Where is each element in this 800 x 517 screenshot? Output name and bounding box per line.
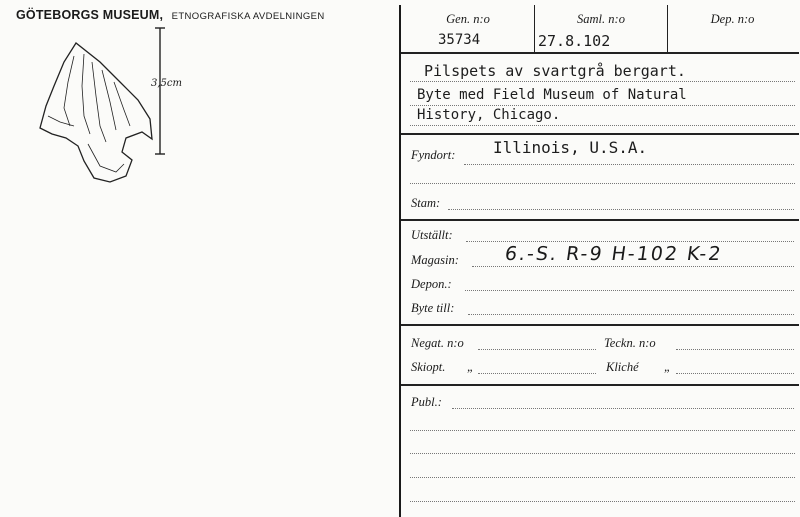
saml-value: 27.8.102 (538, 32, 611, 50)
magasin-value: 6.-S. R-9 H-102 K-2 (503, 243, 724, 265)
cell-separator (534, 5, 535, 53)
card-divider (399, 5, 401, 517)
depon-label: Depon.: (411, 277, 452, 291)
dotted-line (466, 241, 794, 242)
utstallt-label: Utställt: (411, 228, 453, 242)
dotted-line (676, 373, 794, 374)
skiopt-ditto: „ (467, 360, 474, 374)
kliche-label: Kliché (606, 360, 639, 374)
dotted-line (478, 373, 596, 374)
dep-label: Dep. n:o (710, 12, 755, 26)
arrowhead-drawing (30, 26, 200, 186)
dotted-line (410, 453, 795, 454)
saml-label: Saml. n:o (577, 12, 625, 26)
department-name: ETNOGRAFISKA AVDELNINGEN (171, 11, 325, 22)
magasin-label: Magasin: (411, 253, 459, 267)
dotted-line (472, 266, 794, 267)
arrowhead-sketch (40, 43, 152, 182)
description-line-3: History, Chicago. (417, 107, 561, 123)
fyndort-label: Fyndort: (411, 148, 456, 162)
section-line (401, 384, 799, 386)
section-line (401, 324, 799, 326)
dotted-line (676, 349, 794, 350)
teckn-label: Teckn. n:o (604, 336, 656, 350)
dotted-line (464, 164, 794, 165)
scale-label: 3,5cm (151, 78, 182, 89)
gen-label: Gen. n:o (446, 12, 490, 26)
card-header (16, 6, 325, 24)
description-line-2: Byte med Field Museum of Natural (417, 87, 687, 103)
dotted-line (410, 501, 795, 502)
dotted-line (410, 430, 795, 431)
museum-name: GÖTEBORGS MUSEUM, (16, 8, 164, 22)
byte-till-label: Byte till: (411, 301, 455, 315)
dotted-line (465, 290, 794, 291)
cell-separator (667, 5, 668, 53)
skiopt-label: Skiopt. (411, 360, 446, 374)
kliche-ditto: „ (664, 360, 671, 374)
dotted-line (410, 81, 795, 82)
dotted-line (478, 349, 596, 350)
dotted-line (468, 314, 794, 315)
section-line (401, 133, 799, 135)
stam-label: Stam: (411, 196, 441, 210)
publ-label: Publ.: (411, 395, 442, 409)
dotted-line (410, 125, 795, 126)
dotted-line (410, 105, 795, 106)
dotted-line (410, 477, 795, 478)
top-row-line (401, 52, 799, 54)
gen-value: 35734 (438, 32, 481, 48)
negat-label: Negat. n:o (411, 336, 464, 350)
dotted-line (448, 209, 794, 210)
fyndort-value: Illinois, U.S.A. (493, 138, 648, 157)
dotted-line (452, 408, 794, 409)
scale-bar (155, 28, 165, 154)
section-line (401, 219, 799, 221)
dotted-line (410, 183, 795, 184)
description-line-1: Pilspets av svartgrå bergart. (424, 62, 686, 80)
